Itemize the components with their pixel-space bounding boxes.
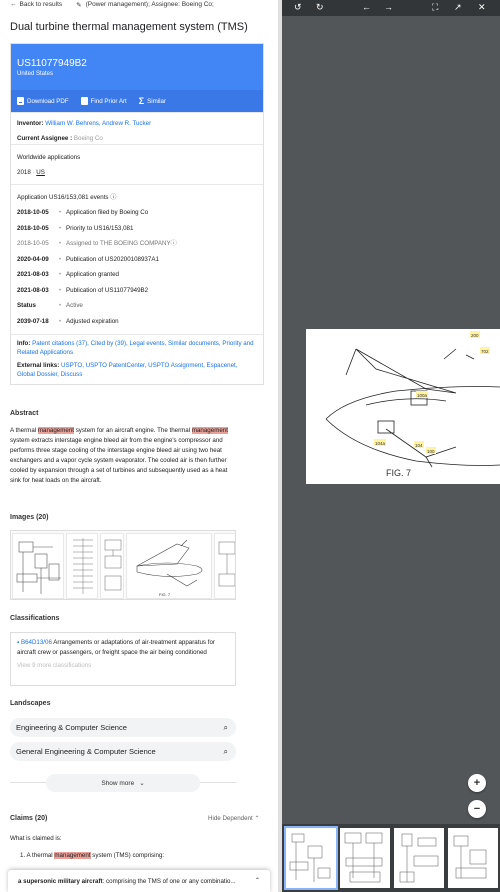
- image-thumbnail[interactable]: [214, 533, 236, 599]
- ref-label-200: 200: [471, 333, 479, 338]
- event-row: [17, 283, 257, 299]
- event-date: Status: [17, 302, 36, 310]
- abstract-text: A thermal management system for an aircraft engine. The thermal management system extracts interstage engine bleed air from the engine's compressor and performs three stage cooling of the interstage engine bleed air using two heat exchangers and a vapor cycle system evaporator. The cooled air is then further cooled by expansion through a set of turbines and subsequently used as a heat sink for heat loads on the aircraft.: [10, 427, 228, 484]
- event-date: 2018-10-05: [17, 240, 49, 248]
- external-links[interactable]: USPTO, USPTO PatentCenter, USPTO Assignment, Espacenet, Global Dossier, Discuss: [17, 362, 238, 378]
- ref-label-104: 104: [415, 443, 423, 448]
- application-events-label: Application US16/153,081 events: [17, 194, 109, 201]
- pencil-icon: ✎: [76, 1, 82, 9]
- ref-label-100: 100: [427, 449, 435, 454]
- find-prior-art-label: Find Prior Art: [90, 97, 127, 105]
- popup-bold-text: a supersonic military aircraft: [18, 878, 103, 885]
- page-thumbnail[interactable]: [286, 828, 336, 888]
- patent-info-card: [10, 43, 264, 385]
- landscape-item-label: Engineering & Computer Science: [16, 723, 127, 732]
- application-events-heading: [17, 193, 257, 202]
- image-viewer-pane: [282, 0, 500, 892]
- event-bullet: •: [59, 271, 62, 279]
- next-image-icon[interactable]: →: [384, 2, 393, 12]
- download-pdf-icon: [17, 97, 24, 105]
- hide-dependent-label: Hide Dependent: [208, 815, 253, 822]
- landscape-item[interactable]: [10, 742, 236, 761]
- patent-number: US11077949B2: [17, 58, 87, 69]
- image-thumbnail[interactable]: [66, 533, 98, 599]
- download-pdf-button[interactable]: [17, 97, 69, 105]
- hide-dependent-toggle[interactable]: [208, 815, 260, 822]
- viewer-toolbar: [282, 0, 500, 16]
- top-bar: [0, 0, 278, 9]
- page-thumbnail[interactable]: [340, 828, 390, 888]
- event-row: [17, 252, 257, 268]
- events-list: [17, 205, 257, 329]
- event-bullet: •: [59, 209, 62, 217]
- patent-number-header: [11, 44, 263, 90]
- event-bullet: •: [59, 240, 62, 248]
- claims-heading: Claims (20): [10, 815, 48, 822]
- event-text: Publication of US11077949B2: [66, 286, 149, 294]
- page-title: Dual turbine thermal management system (TMS): [10, 21, 248, 33]
- back-to-results-label: Back to results: [19, 1, 63, 8]
- event-date: 2021-08-03: [17, 271, 49, 279]
- worldwide-country-link[interactable]: US: [36, 169, 45, 176]
- view-more-classifications-link[interactable]: View 9 more classifications: [17, 662, 92, 669]
- previous-image-icon[interactable]: ←: [362, 2, 371, 12]
- ref-label-100a: 100a: [417, 393, 428, 398]
- event-row: [17, 236, 257, 252]
- fullscreen-icon[interactable]: ⛶: [432, 2, 439, 12]
- worldwide-section: [11, 144, 263, 184]
- show-more-button[interactable]: [46, 774, 200, 792]
- help-icon[interactable]: ⓘ: [170, 240, 177, 248]
- back-to-results-link[interactable]: [10, 1, 62, 8]
- landscapes-heading: Landscapes: [10, 700, 51, 707]
- abstract-heading: Abstract: [10, 410, 39, 417]
- figure-image[interactable]: [306, 329, 500, 484]
- event-text: Adjusted expiration: [66, 317, 119, 325]
- chevron-up-icon: ⌃: [254, 815, 260, 822]
- event-row: [17, 267, 257, 283]
- people-section: [11, 112, 263, 144]
- event-bullet: •: [59, 224, 62, 232]
- event-bullet: •: [59, 255, 62, 263]
- ref-label-702: 702: [481, 349, 489, 354]
- page-thumbnail[interactable]: [394, 828, 444, 888]
- image-thumbnail[interactable]: [100, 533, 124, 599]
- image-thumbnail-fig7[interactable]: [126, 533, 212, 599]
- inventor-links[interactable]: William W. Behrens, Andrew R. Tucker: [45, 120, 152, 127]
- rotate-left-icon[interactable]: ↺: [294, 2, 302, 12]
- info-links[interactable]: Patent citations (37), Cited by (39), Legal events, Similar documents, Priority and Related Applications: [17, 340, 254, 356]
- chevron-down-icon: ⌄: [139, 780, 145, 787]
- search-query-text: (Power management); Assignee: Boeing Co;: [85, 1, 214, 8]
- similar-label: Similar: [147, 97, 167, 105]
- worldwide-label: Worldwide applications: [17, 154, 81, 161]
- zoom-out-button[interactable]: −: [468, 800, 486, 818]
- download-pdf-label: Download PDF: [27, 97, 69, 105]
- find-prior-art-button[interactable]: [81, 97, 127, 105]
- event-row: [17, 314, 257, 330]
- event-date: 2039-07-18: [17, 317, 49, 325]
- prior-art-icon: [81, 97, 88, 105]
- assignee-label: Current Assignee :: [17, 135, 73, 142]
- assignee-name: Boeing Co: [73, 135, 103, 142]
- show-more-label: Show more: [101, 779, 135, 787]
- classification-code-link[interactable]: B64D13/06: [20, 639, 52, 646]
- event-bullet: •: [59, 317, 62, 325]
- separator-dot: ·: [32, 169, 35, 176]
- sigma-icon: Σ: [138, 96, 145, 106]
- images-carousel[interactable]: [10, 530, 236, 600]
- event-date: 2018-10-05: [17, 209, 49, 217]
- event-row: [17, 221, 257, 237]
- event-bullet: •: [59, 286, 62, 294]
- arrow-left-icon: ←: [10, 1, 17, 8]
- rotate-right-icon[interactable]: ↻: [316, 2, 324, 12]
- images-heading: Images (20): [10, 514, 49, 521]
- page-thumbnail[interactable]: [448, 828, 498, 888]
- zoom-in-button[interactable]: +: [468, 774, 486, 792]
- landscape-item[interactable]: [10, 718, 236, 737]
- search-icon[interactable]: ⌕: [223, 722, 228, 732]
- fig7-thumb-caption: FIG. 7: [159, 592, 171, 597]
- event-text: Publication of US20200108937A1: [66, 255, 159, 263]
- patent-actions-bar: [11, 90, 263, 112]
- event-text: Assigned to THE BOEING COMPANY: [66, 240, 171, 248]
- event-text: Application filed by Boeing Co: [66, 209, 149, 217]
- patent-country: United States: [17, 71, 54, 77]
- popup-text: : comprising the TMS of one or any combinatio...: [102, 878, 236, 885]
- event-bullet: •: [59, 302, 62, 310]
- inventor-label: Inventor:: [17, 120, 44, 127]
- search-query[interactable]: [76, 1, 214, 9]
- open-in-new-icon[interactable]: ↗: [454, 2, 462, 12]
- application-events-section: [11, 184, 263, 334]
- close-icon[interactable]: ✕: [478, 2, 486, 12]
- similar-button[interactable]: [139, 96, 166, 106]
- event-date: 2020-04-09: [17, 255, 49, 263]
- chevron-up-icon[interactable]: ⌃: [254, 877, 260, 884]
- external-links-label: External links:: [17, 362, 60, 369]
- classification-bullet-icon: ▪: [17, 639, 20, 646]
- claims-intro: What is claimed is:: [10, 835, 62, 842]
- classification-description: Arrangements or adaptations of air-treatment apparatus for aircraft crew or passengers, or freight space the air being conditioned: [17, 639, 215, 656]
- classifications-heading: Classifications: [10, 615, 60, 622]
- search-icon[interactable]: ⌕: [223, 746, 228, 756]
- event-date: 2018-10-05: [17, 224, 49, 232]
- event-text: Active: [66, 302, 83, 310]
- image-thumbnail[interactable]: [12, 533, 64, 599]
- event-row: [17, 205, 257, 221]
- claim-tree-popup[interactable]: [8, 870, 270, 892]
- classifications-box: [10, 632, 236, 686]
- aircraft-drawing: [306, 329, 500, 484]
- event-date: 2021-08-03: [17, 286, 49, 294]
- claim-1-text: 1. A thermal management system (TMS) comprising:: [20, 852, 165, 859]
- info-section: [11, 334, 263, 384]
- worldwide-year: 2018: [17, 169, 31, 176]
- info-label: Info:: [17, 340, 31, 347]
- page-thumbnails-strip: [282, 824, 500, 892]
- event-text: Application granted: [66, 271, 119, 279]
- landscape-item-label: General Engineering & Computer Science: [16, 747, 156, 756]
- figure-caption: FIG. 7: [386, 468, 412, 478]
- event-text: Priority to US16/153,081: [66, 224, 134, 232]
- ref-label-104a: 104a: [375, 441, 386, 446]
- help-icon[interactable]: ⓘ: [110, 194, 117, 201]
- event-row: [17, 298, 257, 314]
